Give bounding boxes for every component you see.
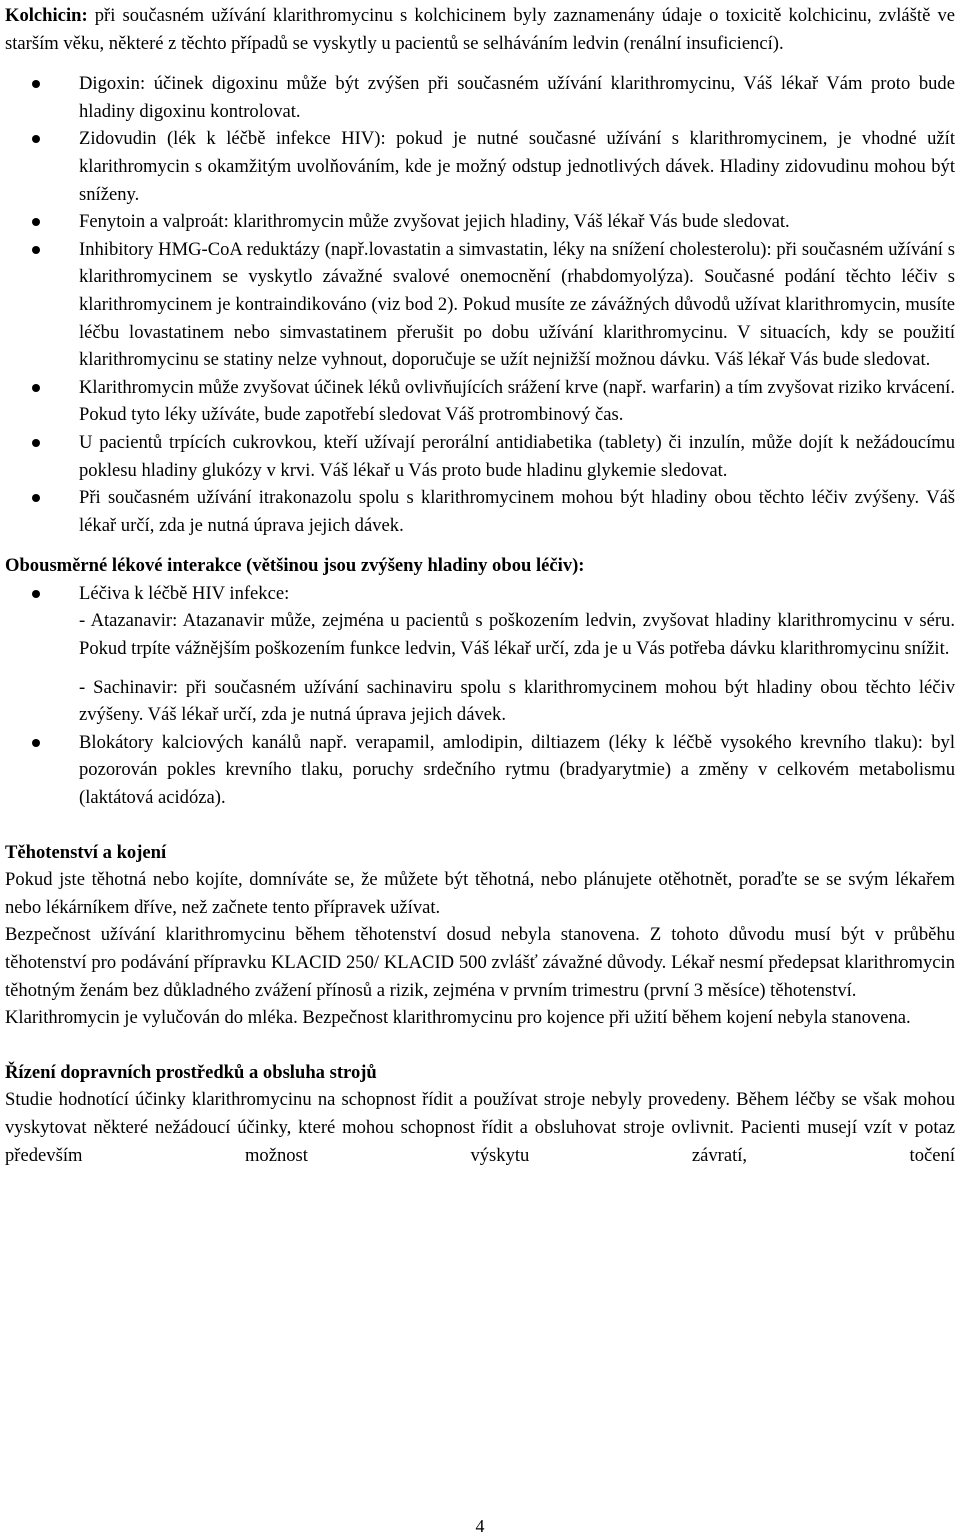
pregnancy-paragraph-2: Bezpečnost užívání klarithromycinu během těhotenství dosud nebyla stanovena. Z tohoto důvodu musí být v průběhu těhotenství pro podávání přípravku KLACID 250/ KLACID 500 zvlášť závažné důvody. Lékař nesmí předepsat klarithromycin těhotným ženám bez důkladného zvážení přínosů a rizik, zejména v prvním trimestru (první 3 měsíce) těhotenství. (5, 924, 955, 1001)
atazanavir-text: - Atazanavir: Atazanavir může, zejména u pacientů s poškozením ledvin, zvyšovat hladiny klarithromycinu v séru. Pokud trpíte vážnějším poškozením funkce ledvin, Váš lékař určí, zda je u Vás potřeba dávku klarithromycinu snížit. (79, 610, 955, 660)
bullet-icon (32, 439, 40, 447)
colchicine-text: při současném užívání klarithromycinu s kolchicinem byly zaznamenány údaje o toxicitě kolchicinu, zvláště ve starším věku, některé z těchto případů se vyskytly u pacientů se selháváním ledvin (renální insuficiencí). (5, 5, 955, 54)
page-number: 4 (475, 1516, 485, 1536)
list-item-digoxin: Digoxin: účinek digoxinu může být zvýšen při současném užívání klarithromycinu, Váš lékař Vám proto bude hladiny digoxinu kontrolovat. (5, 70, 955, 125)
bullet-icon (32, 218, 40, 226)
driving-heading: Řízení dopravních prostředků a obsluha strojů (5, 1061, 377, 1083)
bidirectional-list (5, 580, 955, 812)
driving-paragraph: Studie hodnotící účinky klarithromycinu na schopnost řídit a používat stroje nebyly provedeny. Během léčby se však mohou vyskytovat některé nežádoucí účinky, které mohou schopnost řídit a obsluhovat stroje ovlivnit. Pacienti musejí vzít v potaz především možnost výskytu závratí, točení (5, 1089, 955, 1166)
colchicine-paragraph (5, 2, 955, 57)
list-item-calcium-blockers: Blokátory kalciových kanálů např. verapamil, amlodipin, diltiazem (léky k léčbě vysokého krevního tlaku): byl pozorován pokles krevního tlaku, poruchy srdečního rytmu (bradyarytmie) a změny v celkovém metabolismu (laktátová acidóza). (5, 729, 955, 812)
pregnancy-heading: Těhotenství a kojení (5, 841, 167, 863)
document-page (5, 0, 955, 1169)
colchicine-label: Kolchicin: (5, 5, 88, 26)
pregnancy-paragraph-3: Klarithromycin je vylučován do mléka. Bezpečnost klarithromycinu pro kojence při užití během kojení nebyla stanovena. (5, 1007, 911, 1029)
list-item-statins: Inhibitory HMG-CoA reduktázy (např.lovastatin a simvastatin, léky na snížení cholesterolu): při současném užívání s klarithromycinem se vyskytlo závažné svalové onemocnění (rhabdomyolýza). Současné podání těchto léčiv s klarithromycinem je kontraindikováno (viz bod 2). Pokud musíte ze závážných důvodů užívat klarithromycin, musíte léčbu lovastatinem nebo simvastatinem přerušit po dobu užívání klarithromycinu. V situacích, kdy se použití klarithromycinu se statiny nelze vyhnout, doporučuje se užít nejnižší možnou dávku. Váš lékař Vás bude sledovat. (5, 236, 955, 374)
list-item-anticoagulants: Klarithromycin může zvyšovat účinek léků ovlivňujících srážení krve (např. warfarin) a tím zvyšovat riziko krvácení. Pokud tyto léky užíváte, bude zapotřebí sledovat Váš protrombinový čas. (5, 374, 955, 429)
list-item-zidovudin: Zidovudin (lék k léčbě infekce HIV): pokud je nutné současné užívání s klarithromycinem, je vhodné užít klarithromycin s okamžitým uvolňováním, kde je možný odstup jednotlivých dávek. Hladiny zidovudinu mohou být sníženy. (5, 125, 955, 208)
bullet-icon (32, 384, 40, 392)
bullet-icon (32, 494, 40, 502)
list-item-antidiabetics: U pacientů trpících cukrovkou, kteří užívají perorální antidiabetika (tablety) či inzulín, může dojít k nežádoucímu poklesu hladiny glukózy v krvi. Váš lékař u Vás proto bude hladinu glykemie sledovat. (5, 429, 955, 484)
pregnancy-paragraph-1: Pokud jste těhotná nebo kojíte, domníváte se, že můžete být těhotná, nebo plánujete otěhotnět, poraďte se se svým lékařem nebo lékárníkem dříve, než začnete tento přípravek užívat. (5, 869, 955, 918)
hiv-title: Léčiva k léčbě HIV infekce: (79, 582, 290, 604)
list-item-itraconazole: Při současném užívání itrakonazolu spolu s klarithromycinem mohou být hladiny obou těchto léčiv zvýšeny. Váš lékař určí, zda je nutná úprava jejich dávek. (5, 484, 955, 539)
list-item-hiv (5, 580, 955, 729)
list-item-fenytoin: Fenytoin a valproát: klarithromycin může zvyšovat jejich hladiny, Váš lékař Vás bude sledovat. (5, 208, 955, 236)
interaction-list (5, 70, 955, 539)
bullet-icon (32, 246, 40, 254)
bullet-icon (32, 135, 40, 143)
bullet-icon (32, 739, 40, 747)
bullet-icon (32, 590, 40, 598)
bidirectional-heading: Obousměrné lékové interakce (většinou jsou zvýšeny hladiny obou léčiv): (5, 555, 585, 577)
bullet-icon (32, 80, 40, 88)
sachinavir-text: - Sachinavir: při současném užívání sachinaviru spolu s klarithromycinem mohou být hladiny obou těchto léčiv zvýšeny. Váš lékař určí, zda je nutná úprava jejich dávek. (79, 676, 955, 726)
